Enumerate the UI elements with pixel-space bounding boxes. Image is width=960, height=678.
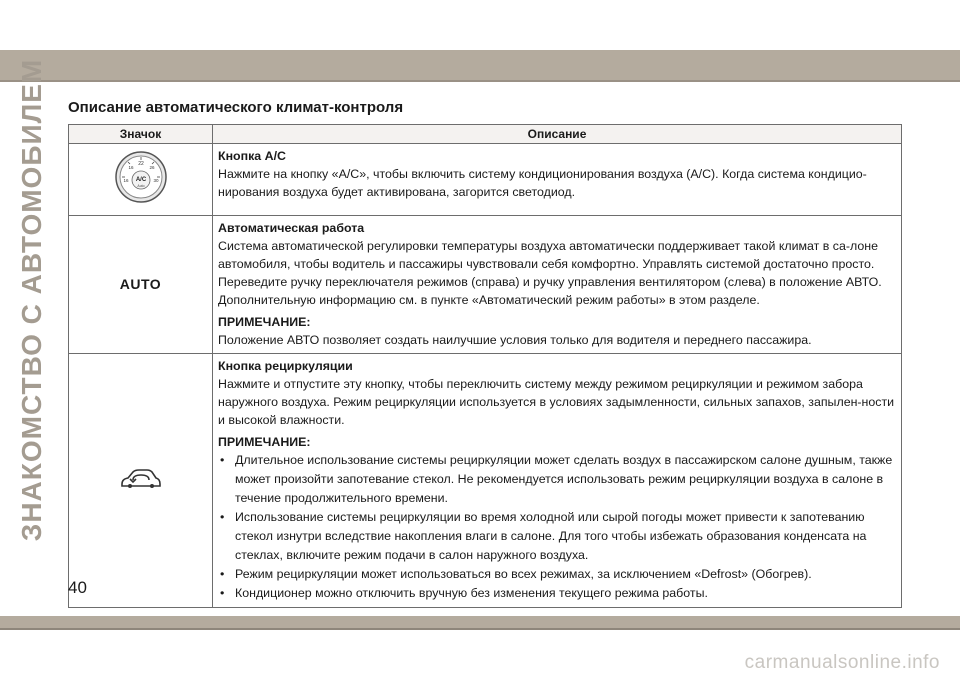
recirculation-text: Нажмите и отпустите эту кнопку, чтобы переключить систему между режимом рециркуляции и режимом забора наружного воздуха. Режим рециркуляции используется в условиях задымленности, сильных запахов, запылен-ности и высокой влажности. [218,377,895,427]
dial-label-ac: A/C [135,177,146,183]
header-icon-column: Значок [69,125,213,144]
chapter-side-title-text: ЗНАКОМСТВО С АВТОМОБИЛЕМ [16,58,48,542]
auto-note-text: Положение АВТО позволяет создать наилучшие условия только для водителя и переднего пассажира. [218,333,812,347]
list-item: • Использование системы рециркуляции во время холодной или сырой погоды может привести к запотеванию стекол изнутри вследствие накопления влаги в салоне. Для того чтобы избежать образования конденсата на стеклах, включите режим подачи в салон наружного воздуха. [218,508,895,565]
ac-title: Кнопка A/C [218,149,286,163]
dial-label-26: 26 [148,165,155,170]
page-number: 40 [68,578,87,597]
recirculation-note-list [218,451,895,603]
description-table [68,124,902,608]
auto-icon-label: AUTO [119,275,162,292]
description-cell-ac [213,144,902,216]
dial-label-16a: 16 [127,165,134,170]
table-row-ac [69,144,902,216]
list-item: • Длительное использование системы рециркуляции может сделать воздух в пассажирском салоне душным, также может произойти запотевание стекол. Не рекомендуется использовать режим рециркуляции воздуха в салоне в течение продолжительного времени. [218,451,895,508]
header-band-line [0,80,960,82]
top-margin [0,0,960,40]
list-item: • Режим рециркуляции может использоваться во всех режимах, за исключением «Defrost» (Обогрев). [218,565,895,584]
icon-cell-auto [69,216,213,354]
section-title: Описание автоматического климат-контроля [68,99,404,116]
auto-title: Автоматическая работа [218,221,365,235]
description-cell-auto [213,216,902,354]
auto-note-title: ПРИМЕЧАНИЕ: [218,315,311,329]
list-item: • Кондиционер можно отключить вручную без изменения текущего режима работы. [218,584,895,603]
auto-text-2: Переведите ручку переключателя режимов (справа) и ручку управления вентилятором (слева) в положение АВТО. Дополнительную информацию см. в пункте «Автоматический режим работы» в этом разделе. [218,275,882,307]
table-row-auto [69,216,902,354]
watermark: carmanualsonline.info [744,652,940,673]
dial-label-30: 30 [152,178,159,183]
recirculation-title: Кнопка рециркуляции [218,359,353,373]
dial-label-auto: Auto [136,184,145,188]
ac-text: Нажмите на кнопку «A/C», чтобы включить систему кондиционирования воздуха (A/C). Когда система кондицио-нирования воздуха будет активирована, загорится светодиод. [218,167,867,199]
ac-knob-icon [114,150,168,204]
auto-text-1: Система автоматической регулировки температуры воздуха автоматически поддерживает такой климат в са-лоне автомобиля, чтобы водитель и пассажиры чувствовали себя комфортно. Управлять системой достаточно просто. [218,239,879,271]
table-header-row [69,125,902,144]
header-description-column: Описание [213,125,902,144]
recirculation-icon [119,467,163,489]
icon-cell-ac [69,144,213,216]
description-cell-recirculation [213,354,902,608]
footer-band [0,616,960,628]
header-band [0,50,960,80]
recirculation-note-title: ПРИМЕЧАНИЕ: [218,435,311,449]
dial-label-22: 22 [137,161,144,167]
footer-band-line [0,628,960,630]
icon-cell-recirculation [69,354,213,608]
chapter-side-title [12,58,52,542]
dial-label-16b: 16 [122,178,129,183]
table-row-recirculation [69,354,902,608]
